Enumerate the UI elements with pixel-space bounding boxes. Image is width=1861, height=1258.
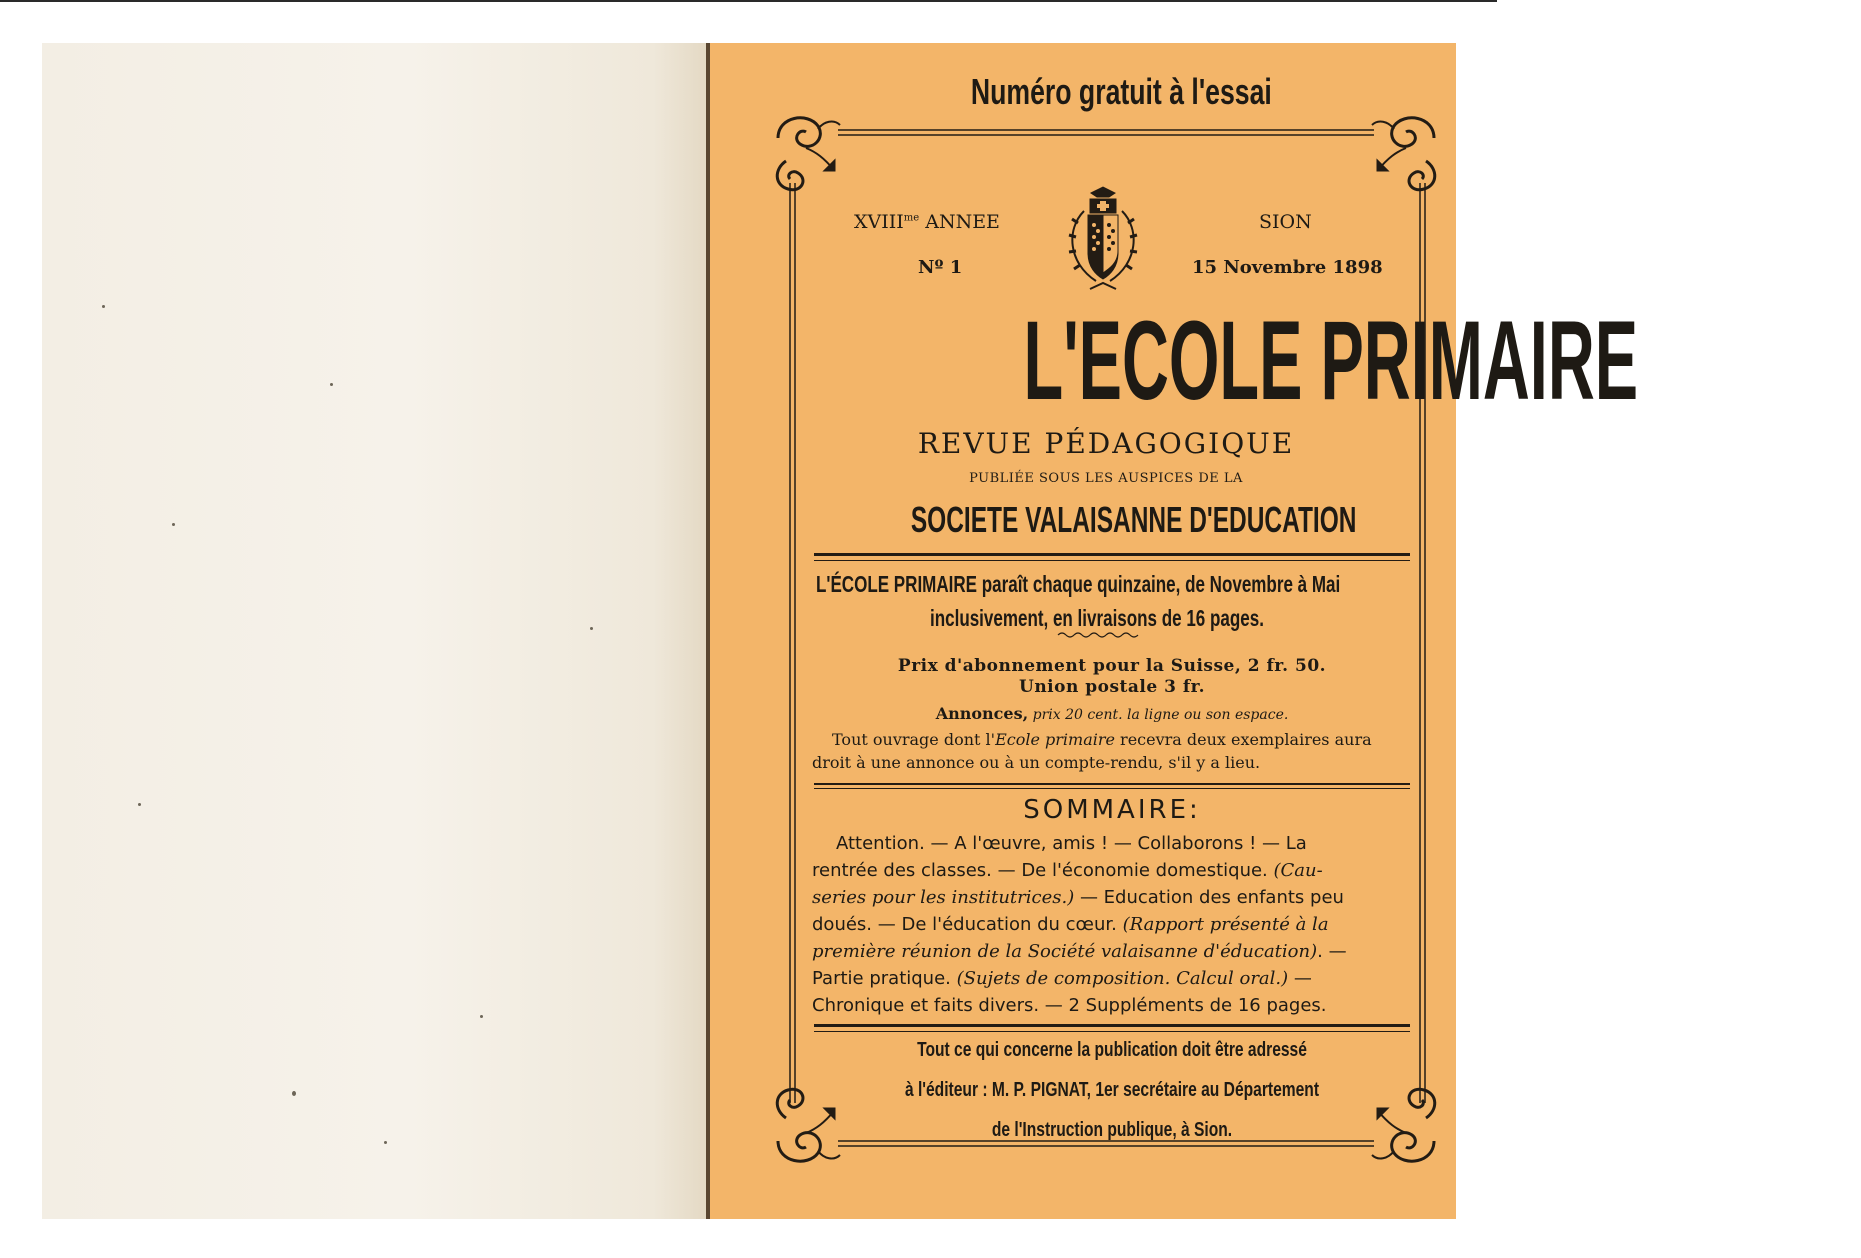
frequency-notice [814, 571, 1410, 635]
subscription-price: Prix d'abonnement pour la Suisse, 2 fr. 50. [897, 656, 1327, 676]
frequency-line-1: L'ÉCOLE PRIMAIRE paraît chaque quinzaine, de Novembre à Mai [816, 571, 1341, 597]
notice-line-1: Tout ouvrage dont l'Ecole primaire recevra deux exemplaires aura [832, 730, 1372, 749]
publication-subtitle: REVUE PÉDAGOGIQUE [917, 427, 1295, 460]
sommaire-line: Partie pratique. (Sujets de composition. Calcul oral.) — [812, 968, 1312, 989]
sommaire-line: Attention. — A l'œuvre, amis ! — Collaborons ! — La [836, 833, 1307, 854]
publication-title: L'ECOLE PRIMAIRE [1023, 298, 1639, 423]
sommaire-title: SOMMAIRE: [1023, 795, 1201, 825]
paper-speck [384, 1141, 387, 1144]
place-label: SION [1259, 211, 1312, 233]
address-line-3: de l'Instruction publique, à Sion. [991, 1119, 1233, 1141]
corner-flourish-icon [777, 118, 840, 190]
paper-speck [138, 803, 141, 806]
cover-page [706, 43, 1639, 1219]
published-under: PUBLIÉE SOUS LES AUSPICES DE LA [969, 471, 1243, 486]
divider [814, 553, 1410, 556]
sommaire-line: Chronique et faits divers. — 2 Suppléments de 16 pages. [812, 995, 1327, 1016]
paper-speck [480, 1015, 483, 1018]
sommaire-line: rentrée des classes. — De l'économie domestique. (Cau- [812, 860, 1323, 881]
paper-speck [172, 523, 175, 526]
ads-price: Annonces, prix 20 cent. la ligne ou son espace. [935, 704, 1289, 723]
issue-number: Nº 1 [918, 257, 963, 278]
paper-speck [102, 305, 105, 308]
corner-flourish-icon [1372, 118, 1435, 190]
divider [814, 1031, 1410, 1032]
year-label: $XVIII^{me}$ ANNEE [854, 211, 1000, 233]
divider [814, 1024, 1410, 1027]
paper-speck [292, 1091, 296, 1096]
address-line-2: à l'éditeur : M. P. PIGNAT, 1er secrétaire au Département [904, 1079, 1320, 1101]
address-line-1: Tout ce qui concerne la publication doit être adressé [917, 1039, 1307, 1061]
society-name: SOCIETE VALAISANNE D'EDUCATION [910, 499, 1357, 540]
sommaire-line: series pour les institutrices.) — Education des enfants peu [812, 887, 1344, 908]
divider [814, 560, 1410, 561]
paper-speck [590, 627, 593, 630]
notice-line-2: droit à une annonce ou à un compte-rendu, s'il y a lieu. [812, 753, 1261, 772]
divider [814, 783, 1410, 785]
paper-speck [330, 383, 333, 386]
free-issue-header: Numéro gratuit à l'essai [970, 71, 1272, 112]
frequency-line-2: inclusivement, en livraisons de 16 pages. [930, 605, 1264, 631]
top-edge-line [0, 0, 1497, 2]
left-blank-page [42, 43, 706, 1219]
coat-of-arms-icon [1069, 187, 1137, 289]
sommaire-line: première réunion de la Société valaisanne d'éducation). — [812, 941, 1347, 962]
sommaire-line: doués. — De l'éducation du cœur. (Rapport présenté à la [812, 914, 1329, 935]
postal-union-price: Union postale 3 fr. [1019, 677, 1205, 697]
divider [814, 788, 1410, 789]
issue-date: 15 Novembre 1898 [1192, 257, 1383, 278]
editor-address [814, 1039, 1410, 1142]
